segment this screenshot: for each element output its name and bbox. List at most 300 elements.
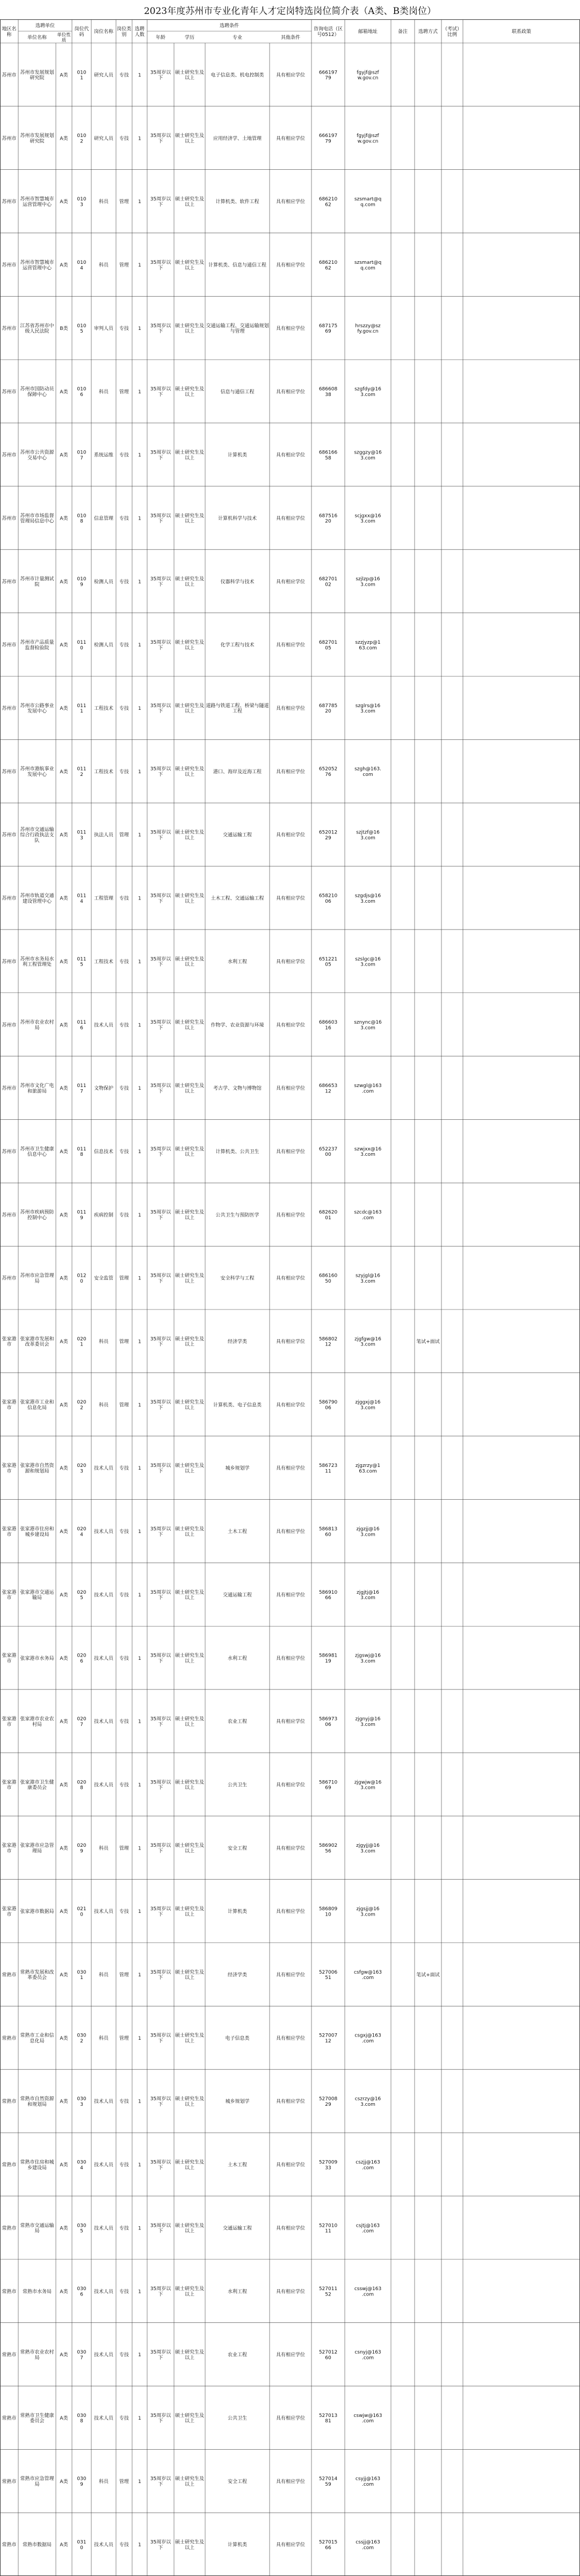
table-cell: cszjj@163 .com [356, 2160, 380, 2171]
table-cell: A类 [60, 2352, 68, 2358]
table-cell: A类 [60, 832, 68, 838]
table-cell: 1 [138, 2035, 141, 2041]
table-cell: 1 [138, 1339, 141, 1345]
table-cell: 苏州市产品质量监督检验院 [20, 640, 54, 651]
table-cell: 35周岁以下 [150, 1906, 171, 1918]
table-cell: 具有相应学位 [276, 2542, 306, 2548]
table-cell: 010 8 [77, 513, 86, 524]
table-cell: 计算机类、公共卫生 [215, 1149, 259, 1155]
table-cell: 686166 58 [318, 450, 338, 461]
table-cell: 科员 [98, 2035, 109, 2041]
table-cell: 安全工程 [227, 2479, 248, 2485]
table-cell: 张家港市卫生健康委员会 [20, 1780, 54, 1791]
table-cell: 计算机类、电子信息类 [213, 1402, 262, 1408]
table-cell: 硕士研究生及以上 [175, 1020, 205, 1031]
table-cell: 527010 11 [318, 2223, 338, 2234]
table-cell: 硕士研究生及以上 [175, 640, 205, 651]
column-header: 咨询电话（区号0512） [313, 26, 343, 38]
table-cell: A类 [60, 959, 68, 965]
column-header: 选聘条件 [219, 23, 240, 29]
table-cell: A类 [60, 2099, 68, 2105]
table-cell: A类 [60, 2226, 68, 2232]
table-cell: 35周岁以下 [150, 323, 171, 335]
table-cell: 信息技术 [93, 1149, 114, 1155]
table-cell: szggzy@16 3.com [354, 450, 382, 461]
table-cell: 686608 38 [318, 386, 338, 398]
table-cell: 公共卫生 [227, 2415, 248, 2421]
table-cell: csjtj@163 .com [356, 2223, 380, 2234]
table-cell: 527014 59 [318, 2476, 338, 2488]
table-cell: A类 [60, 1086, 68, 1092]
table-cell: 计算机类 [227, 2542, 248, 2548]
table-cell: 1 [138, 706, 141, 712]
table-cell: 35周岁以下 [150, 830, 171, 841]
table-cell: szgfdy@16 3.com [354, 386, 381, 398]
table-cell: 030 6 [77, 2286, 86, 2298]
table-cell: A类 [60, 1846, 68, 1852]
table-cell: hrszzy@sz fy.gov.cn [355, 323, 381, 335]
table-cell: 公共卫生 [227, 1782, 248, 1788]
table-cell: sznync@16 3.com [354, 1020, 382, 1031]
table-cell: 686210 62 [318, 197, 338, 208]
table-cell: 管理 [119, 832, 129, 838]
table-cell: 35周岁以下 [150, 1273, 171, 1284]
table-cell: A类 [60, 2542, 68, 2548]
table-cell: 技术人员 [93, 1466, 114, 1472]
table-cell: 专技 [119, 1909, 129, 1915]
table-cell: 1 [138, 1149, 141, 1155]
table-cell: csyjj@163 .com [355, 2476, 381, 2488]
table-cell: 土木工程 [227, 1529, 248, 1535]
table-cell: 具有相应学位 [276, 1782, 306, 1788]
column-subheader: 单位名称 [27, 35, 47, 41]
table-cell: 527011 52 [318, 2286, 338, 2298]
table-cell: A类 [60, 2162, 68, 2168]
table-cell: 具有相应学位 [276, 1402, 306, 1408]
table-cell: 研究人员 [93, 136, 114, 142]
table-cell: 具有相应学位 [276, 1212, 306, 1218]
table-cell: 35周岁以下 [150, 640, 171, 651]
table-cell: 1 [138, 199, 141, 205]
table-cell: 技术人员 [93, 1782, 114, 1788]
table-cell: 苏州市 [2, 706, 17, 712]
table-cell: 苏州市交通运输综合行政执法支队 [20, 827, 54, 844]
table-cell: 技术人员 [93, 1909, 114, 1915]
table-cell: 常熟市住房和城乡建设局 [20, 2160, 54, 2171]
table-cell: 苏州市 [2, 769, 17, 775]
table-cell: 专技 [119, 959, 129, 965]
position-table [0, 19, 580, 2576]
table-cell: 具有相应学位 [276, 2226, 306, 2232]
table-cell: 011 5 [77, 956, 86, 968]
table-cell: 苏州市国防动员保障中心 [20, 386, 54, 398]
table-cell: 专技 [119, 1782, 129, 1788]
table-cell: 586802 12 [318, 1336, 338, 1348]
table-cell: 苏州市公路事业发展中心 [20, 703, 54, 715]
table-cell: 交通运输工程 [222, 832, 252, 838]
table-cell: szgdjs@16 3.com [354, 893, 381, 904]
table-cell: 35周岁以下 [150, 2286, 171, 2298]
table-cell: 586813 60 [318, 1526, 338, 1538]
table-cell: 化学工程与技术 [220, 643, 255, 649]
table-cell: 常熟市 [2, 2226, 17, 2232]
table-cell: 35周岁以下 [150, 2033, 171, 2045]
table-cell: 586809 10 [318, 1906, 338, 1918]
table-cell: 江苏省苏州市中级人民法院 [20, 323, 54, 335]
column-subheader: 专业 [232, 35, 243, 41]
table-cell: 硕士研究生及以上 [175, 1083, 205, 1095]
table-cell: 苏州市农业农村局 [20, 1020, 54, 1031]
table-cell: 35周岁以下 [150, 2539, 171, 2551]
table-cell: 1 [138, 516, 141, 522]
table-cell: 技术人员 [93, 1656, 114, 1661]
table-cell: 具有相应学位 [276, 516, 306, 522]
table-cell: szsmart@q q.com [354, 260, 382, 271]
table-cell: 011 4 [77, 893, 86, 904]
table-cell: 586790 06 [318, 1400, 338, 1411]
table-cell: 苏州市计量测试院 [20, 577, 54, 588]
table-cell: 张家港市发展和改革委员会 [20, 1336, 54, 1348]
table-cell: 020 4 [77, 1526, 86, 1538]
table-cell: 1 [138, 1529, 141, 1535]
table-cell: 硕士研究生及以上 [175, 2539, 205, 2551]
table-cell: 考古学、文物与博物馆 [213, 1086, 262, 1092]
table-cell: A类 [60, 1782, 68, 1788]
table-cell: 686160 50 [318, 1273, 338, 1284]
column-header: 联系政策 [511, 29, 532, 35]
table-cell: 具有相应学位 [276, 2162, 306, 2168]
table-cell: 35周岁以下 [150, 1716, 171, 1728]
table-cell: 硕士研究生及以上 [175, 1780, 205, 1791]
table-cell: 具有相应学位 [276, 1023, 306, 1028]
table-cell: 管理 [119, 2479, 129, 2485]
table-cell: A类 [60, 516, 68, 522]
table-cell: 常熟市 [2, 2352, 17, 2358]
table-cell: 硕士研究生及以上 [175, 1463, 205, 1474]
table-cell: 安全科学与工程 [220, 1276, 255, 1282]
table-cell: 常熟市 [2, 2542, 17, 2548]
table-cell: 计算机类 [227, 1909, 248, 1915]
table-cell: 硕士研究生及以上 [175, 1526, 205, 1538]
table-cell: 科员 [98, 263, 109, 269]
table-cell: 1 [138, 1466, 141, 1472]
table-cell: 1 [138, 643, 141, 649]
column-header: 选聘单位 [35, 23, 55, 29]
table-cell: zjgjtj@16 3.com [357, 1589, 379, 1601]
table-cell: 苏州市 [2, 73, 17, 78]
table-cell: 具有相应学位 [276, 2352, 306, 2358]
table-cell: 010 5 [77, 323, 86, 335]
table-cell: 计算机类、软件工程 [215, 199, 259, 205]
table-cell: 020 6 [77, 1653, 86, 1664]
table-cell: 687516 20 [318, 513, 338, 524]
table-cell: 管理 [119, 1276, 129, 1282]
table-cell: 682620 01 [318, 1210, 338, 1221]
table-cell: 1 [138, 1782, 141, 1788]
table-cell: 硕士研究生及以上 [175, 260, 205, 271]
table-cell: cszrzy@16 3.com [354, 2096, 381, 2107]
table-cell: 苏州市 [2, 136, 17, 142]
table-cell: 专技 [119, 326, 129, 332]
table-cell: 管理 [119, 1973, 129, 1978]
table-cell: A类 [60, 1592, 68, 1598]
table-cell: 1 [138, 2289, 141, 2295]
table-cell: 水利工程 [227, 959, 248, 965]
table-cell: 527007 12 [318, 2033, 338, 2045]
table-cell: 张家港市 [2, 1906, 17, 1918]
table-cell: 硕士研究生及以上 [175, 2223, 205, 2234]
table-cell: zjgnyj@16 3.com [355, 1716, 381, 1728]
table-cell: 1 [138, 1212, 141, 1218]
table-cell: 苏州市 [2, 452, 17, 458]
table-cell: A类 [60, 769, 68, 775]
table-cell: 技术人员 [93, 2352, 114, 2358]
table-cell: 苏州市智慧城市运营管理中心 [20, 260, 54, 271]
table-cell: szgh@163. com [354, 766, 381, 778]
table-cell: 527012 60 [318, 2349, 338, 2361]
table-cell: 交通运输工程、交通运输规划与管理 [206, 323, 269, 335]
table-cell: szcdc@163 .com [354, 1210, 382, 1221]
table-cell: 011 8 [77, 1146, 86, 1158]
table-cell: 笔试+面试 [416, 1339, 440, 1345]
table-cell: 张家港市应急管理局 [20, 1843, 54, 1854]
table-cell: 苏州市 [2, 1276, 17, 1282]
table-cell: 031 0 [77, 2539, 86, 2551]
table-cell: 硕士研究生及以上 [175, 1273, 205, 1284]
column-header: 选聘方式 [418, 29, 438, 35]
table-cell: 硕士研究生及以上 [175, 1146, 205, 1158]
table-cell: A类 [60, 199, 68, 205]
table-cell: 1 [138, 1656, 141, 1661]
table-cell: 具有相应学位 [276, 896, 306, 902]
table-cell: 1 [138, 1023, 141, 1028]
table-cell: 030 2 [77, 2033, 86, 2045]
table-cell: A类 [60, 706, 68, 712]
table-cell: 686210 62 [318, 260, 338, 271]
table-cell: A类 [60, 136, 68, 142]
table-cell: 作物学、农业资源与环境 [211, 1023, 264, 1028]
table-cell: 硕士研究生及以上 [175, 1969, 205, 1981]
table-cell: 硕士研究生及以上 [175, 1843, 205, 1854]
table-cell: 苏州市 [2, 263, 17, 269]
table-cell: 专技 [119, 2099, 129, 2105]
table-cell: A类 [60, 73, 68, 78]
table-cell: A类 [60, 1529, 68, 1535]
table-cell: 具有相应学位 [276, 1149, 306, 1155]
table-cell: A类 [60, 2035, 68, 2041]
table-cell: 专技 [119, 2289, 129, 2295]
table-cell: 010 3 [77, 197, 86, 208]
table-cell: 686653 12 [318, 1083, 338, 1095]
table-cell: 张家港市 [2, 1336, 17, 1348]
table-cell: 具有相应学位 [276, 1466, 306, 1472]
table-cell: 具有相应学位 [276, 1529, 306, 1535]
table-cell: 水利工程 [227, 1656, 248, 1661]
table-cell: 硕士研究生及以上 [175, 513, 205, 524]
table-cell: A类 [60, 2415, 68, 2421]
table-cell: 35周岁以下 [150, 70, 171, 81]
table-cell: 35周岁以下 [150, 1400, 171, 1411]
table-cell: 硕士研究生及以上 [175, 2096, 205, 2107]
table-cell: 具有相应学位 [276, 1846, 306, 1852]
table-cell: 专技 [119, 706, 129, 712]
table-cell: 水利工程 [227, 2289, 248, 2295]
table-cell: szjlzp@16 3.com [356, 577, 380, 588]
table-cell: 常熟市农业农村局 [20, 2349, 54, 2361]
table-cell: 专技 [119, 73, 129, 78]
table-cell: 张家港市 [2, 1653, 17, 1664]
table-cell: 张家港市 [2, 1400, 17, 1411]
table-cell: 527008 29 [318, 2096, 338, 2107]
table-cell: 586981 19 [318, 1653, 338, 1664]
table-cell: 586910 66 [318, 1589, 338, 1601]
table-cell: 硕士研究生及以上 [175, 323, 205, 335]
table-cell: 020 5 [77, 1589, 86, 1601]
table-cell: 技术人员 [93, 2542, 114, 2548]
column-header: 岗位类别 [117, 26, 132, 38]
table-cell: 技术人员 [93, 2289, 114, 2295]
table-frame [1, 20, 580, 2576]
table-cell: 土木工程 [227, 2162, 248, 2168]
table-cell: 专技 [119, 136, 129, 142]
table-cell: 苏州市 [2, 1086, 17, 1092]
table-cell: 010 9 [77, 577, 86, 588]
table-cell: 苏州市文化广电和旅游局 [20, 1083, 54, 1095]
table-cell: 硕士研究生及以上 [175, 450, 205, 461]
table-cell: 安全工程 [227, 1846, 248, 1852]
table-cell: 技术人员 [93, 2226, 114, 2232]
table-cell: 常熟市 [2, 2479, 17, 2485]
table-cell: 技术人员 [93, 1529, 114, 1535]
table-cell: 疾病控制 [93, 1212, 114, 1218]
column-subheader: 其他条件 [280, 35, 301, 41]
table-cell: 1 [138, 1909, 141, 1915]
table-cell: 651221 05 [318, 956, 338, 968]
table-cell: 011 2 [77, 766, 86, 778]
table-cell: 专技 [119, 643, 129, 649]
table-cell: 技术人员 [93, 2162, 114, 2168]
table-cell: 具有相应学位 [276, 263, 306, 269]
table-cell: 527006 51 [318, 1969, 338, 1981]
table-cell: 科员 [98, 199, 109, 205]
table-cell: 010 1 [77, 70, 86, 81]
table-cell: 35周岁以下 [150, 893, 171, 904]
table-cell: 硕士研究生及以上 [175, 70, 205, 81]
table-cell: 1 [138, 832, 141, 838]
table-cell: 硕士研究生及以上 [175, 1589, 205, 1601]
table-cell: 具有相应学位 [276, 959, 306, 965]
table-cell: 35周岁以下 [150, 2160, 171, 2171]
table-cell: 030 3 [77, 2096, 86, 2107]
column-header: 岗位名称 [93, 29, 114, 35]
table-cell: 硕士研究生及以上 [175, 197, 205, 208]
table-cell: 专技 [119, 1592, 129, 1598]
table-cell: szwjxx@16 3.com [354, 1146, 382, 1158]
table-cell: 586710 69 [318, 1780, 338, 1791]
table-cell: 具有相应学位 [276, 1973, 306, 1978]
table-cell: 研究人员 [93, 73, 114, 78]
table-cell: 011 7 [77, 1083, 86, 1095]
table-cell: 检测人员 [93, 643, 114, 649]
table-cell: 硕士研究生及以上 [175, 577, 205, 588]
table-cell: 35周岁以下 [150, 1146, 171, 1158]
table-cell: 土木工程、交通运输工程 [211, 896, 264, 902]
table-cell: 专技 [119, 2352, 129, 2358]
table-cell: 城乡规划学 [225, 1466, 250, 1472]
table-cell: A类 [60, 2289, 68, 2295]
table-cell: 35周岁以下 [150, 386, 171, 398]
column-subheader: 年龄 [155, 35, 166, 41]
table-cell: 常熟市数据局 [22, 2542, 52, 2548]
table-cell: 35周岁以下 [150, 1780, 171, 1791]
table-cell: A类 [60, 1973, 68, 1978]
table-cell: 030 9 [77, 2476, 86, 2488]
table-cell: 011 0 [77, 640, 86, 651]
table-cell: A类 [60, 1402, 68, 1408]
table-cell: 1 [138, 896, 141, 902]
table-cell: csfgw@163 .com [353, 1969, 382, 1981]
table-cell: 专技 [119, 1656, 129, 1661]
table-cell: cswjw@163 .com [353, 2413, 382, 2424]
table-cell: 张家港市 [2, 1589, 17, 1601]
table-cell: 城乡规划学 [225, 2099, 250, 2105]
table-cell: 35周岁以下 [150, 2223, 171, 2234]
table-cell: A类 [60, 263, 68, 269]
table-cell: A类 [60, 1909, 68, 1915]
table-cell: 010 4 [77, 260, 86, 271]
table-cell: 苏州市 [2, 896, 17, 902]
table-cell: 35周岁以下 [150, 513, 171, 524]
table-cell: 经济学类 [227, 1339, 248, 1345]
table-cell: 021 0 [77, 1906, 86, 1918]
table-cell: 农业工程 [227, 2352, 248, 2358]
table-cell: 35周岁以下 [150, 1653, 171, 1664]
table-cell: 常熟市 [2, 1973, 17, 1978]
table-cell: 管理 [119, 2035, 129, 2041]
table-cell: 安全监管 [93, 1276, 114, 1282]
table-cell: 张家港市 [2, 1526, 17, 1538]
table-cell: 苏州市应急管理局 [20, 1273, 54, 1284]
table-cell: 经济学类 [227, 1973, 248, 1978]
table-cell: 030 4 [77, 2160, 86, 2171]
table-cell: 苏州市 [2, 516, 17, 522]
table-cell: 具有相应学位 [276, 2099, 306, 2105]
table-cell: 011 1 [77, 703, 86, 715]
table-cell: 具有相应学位 [276, 2479, 306, 2485]
table-cell: 35周岁以下 [150, 1083, 171, 1095]
table-cell: 工程管理 [93, 896, 114, 902]
table-cell: A类 [60, 643, 68, 649]
table-cell: 35周岁以下 [150, 197, 171, 208]
table-cell: 常熟市水务局 [22, 2289, 52, 2295]
table-cell: 35周岁以下 [150, 1336, 171, 1348]
table-cell: 1 [138, 263, 141, 269]
table-cell: 管理 [119, 1339, 129, 1345]
table-cell: 管理 [119, 389, 129, 395]
table-cell: 35周岁以下 [150, 1843, 171, 1854]
table-cell: A类 [60, 452, 68, 458]
table-cell: 1 [138, 2162, 141, 2168]
table-cell: 管理 [119, 1846, 129, 1852]
table-cell: 专技 [119, 2415, 129, 2421]
table-cell: 1 [138, 1086, 141, 1092]
column-header: （考试）比例 [442, 26, 462, 38]
table-cell: 硕士研究生及以上 [175, 2033, 205, 2045]
table-cell: 科员 [98, 1402, 109, 1408]
table-cell: 686603 16 [318, 1020, 338, 1031]
table-cell: 1 [138, 1973, 141, 1978]
table-cell: 666197 79 [318, 70, 338, 81]
